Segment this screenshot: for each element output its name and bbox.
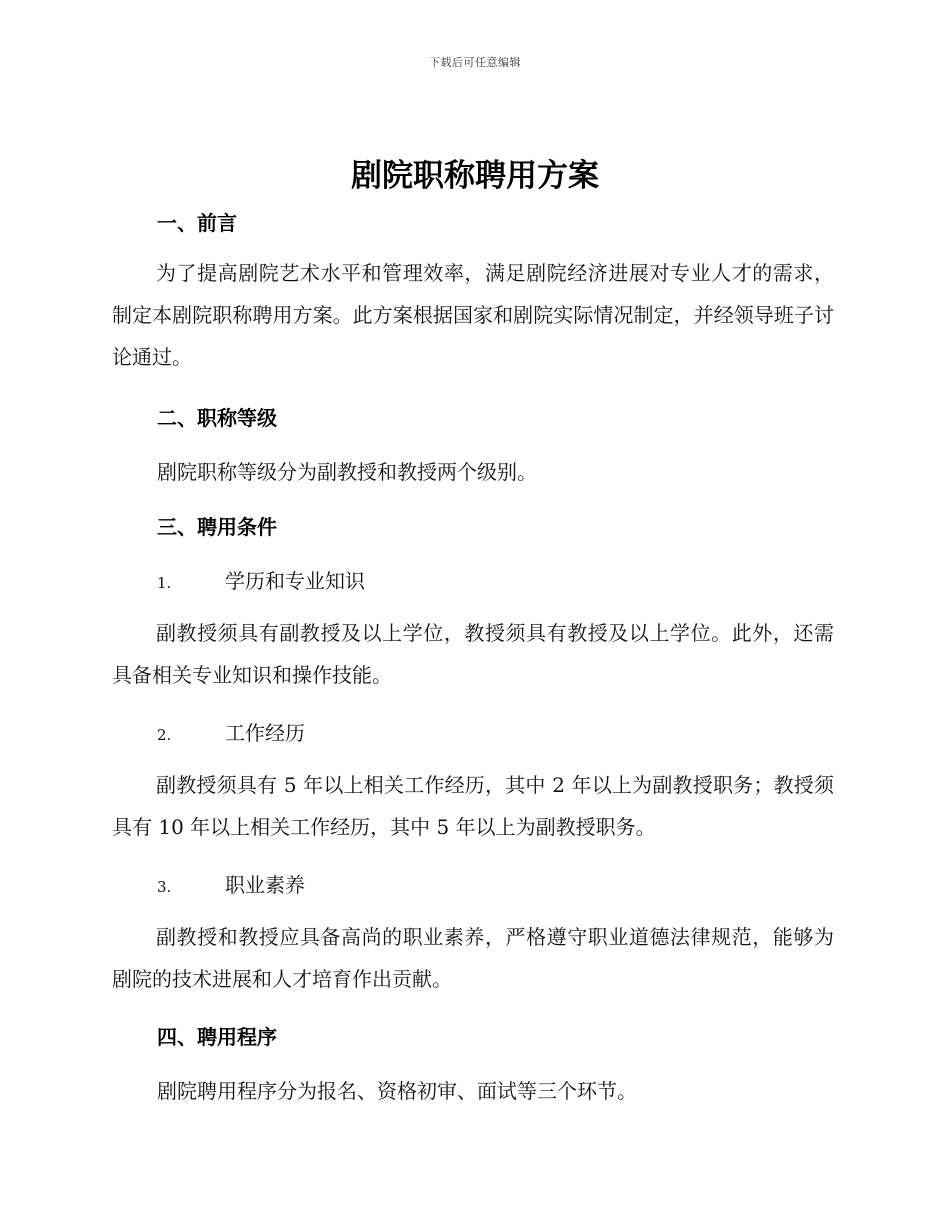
list-item-paragraph: 副教授和教授应具备高尚的职业素养，严格遵守职业道德法律规范，能够为剧院的技术进展和人才培育作出贡献。 <box>112 925 834 991</box>
list-item-paragraph: 副教授须具有 5 年以上相关工作经历，其中 2 年以上为副教授职务；教授须具有 10 年以上相关工作经历，其中 5 年以上为副教授职务。 <box>112 773 834 839</box>
list-item-number: 1. <box>157 574 172 592</box>
list-item-number: 2. <box>157 726 172 744</box>
section-heading-procedure: 四、聘用程序 <box>157 1025 277 1049</box>
list-item-paragraph: 副教授须具有副教授及以上学位，教授须具有教授及以上学位。此外，还需具备相关专业知识和操作技能。 <box>112 621 834 687</box>
section-paragraph-title-levels: 剧院职称等级分为副教授和教授两个级别。 <box>157 460 537 484</box>
list-item-label: 学历和专业知识 <box>225 569 365 593</box>
header-note: 下载后可任意编辑 <box>429 56 521 69</box>
section-paragraph-preface: 为了提高剧院艺术水平和管理效率，满足剧院经济进展对专业人才的需求，制定本剧院职称聘用方案。此方案根据国家和剧院实际情况制定，并经领导班子讨论通过。 <box>112 261 834 369</box>
list-item <box>157 869 305 898</box>
page-title: 剧院职称聘用方案 <box>351 158 599 194</box>
section-heading-title-levels: 二、职称等级 <box>157 406 277 430</box>
list-item-label: 职业素养 <box>225 873 305 897</box>
list-item-number: 3. <box>157 878 172 896</box>
section-heading-conditions: 三、聘用条件 <box>157 515 277 539</box>
section-paragraph-procedure: 剧院聘用程序分为报名、资格初审、面试等三个环节。 <box>157 1079 637 1103</box>
section-heading-preface: 一、前言 <box>157 211 237 235</box>
list-item <box>157 717 305 746</box>
list-item <box>157 565 365 594</box>
list-item-label: 工作经历 <box>225 721 305 745</box>
